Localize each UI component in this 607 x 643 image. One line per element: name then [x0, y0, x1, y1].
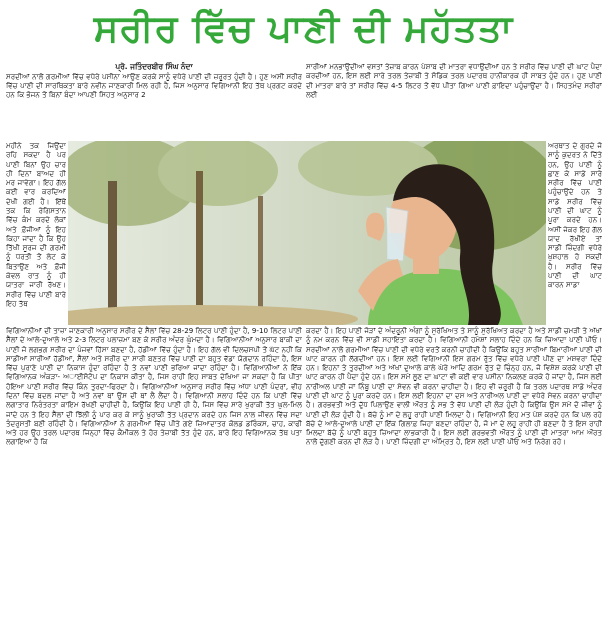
article-column-left-bottom [6, 326, 302, 640]
article-column-left-mid [6, 141, 66, 325]
article-column-right-bottom [306, 326, 602, 640]
article-paragraph: ਮਹੀਨੇ ਤਕ ਜਿਉਂਦਾ ਰਹਿ ਸਕਦਾ ਹੈ ਪਰ ਪਾਣੀ ਬਿਨਾਂ ਉਹ ਚਾਰ ਹੀ ਦਿਨਾਂ ਬਾਅਦ ਹੀ ਮਰ ਜਾਵੇਗਾ। ਇਹ ਗੱਲ ਕਈ ਵਾਰ ਕਰਦਿਆਂ ਦੇਖੀ ਗਈ ਹੈ। ਇੱਥੋਂ ਤਕ ਕਿ ਰੇਗਿਸਤਾਨ ਵਿੱਚ ਕੰਮ ਕਰਦੇ ਲੋਕਾਂ ਅਤੇ ਫ਼ੌਜੀਆਂ ਨੂੰ ਇਹ ਕਿਹਾ ਜਾਂਦਾ ਹੈ ਕਿ ਉਹ ਤਿੱਖੀ ਸੂਰਜ ਦੀ ਗਰਮੀ ਨੂੰ ਧਰਤੀ ਤੋਂ ਲੇਟ ਕੇ ਬਿਤਾਉਣ ਅਤੇ ਫ਼ੌਜੀ ਕੇਵਲ ਰਾਤ ਨੂੰ ਹੀ ਯਾਤਰਾ ਜਾਰੀ ਰੱਖਣ। ਸਰੀਰ ਵਿੱਚ ਪਾਣੀ ਬਾਰੇ ਇਹ ਤੱਥ [6, 141, 66, 308]
photo-illustration [68, 141, 546, 325]
article-paragraph: ਅਰਥਾਤ ਦੇ ਗੁਰਦੇ ਜੋ ਸਾਨੂੰ ਕੁਦਰਤ ਨੇ ਦਿੱਤੇ ਹਨ, ਉਹ ਪਾਣੀ ਨੂੰ ਛਾਣ ਕੇ ਸਾਡੇ ਸਾਰੇ ਸਰੀਰ ਵਿੱਚ ਪਾਣੀ ਪਹੁੰਚਾਉਂਦੇ ਹਨ ਤੇ ਸਾਡੇ ਸਰੀਰ ਵਿੱਚ ਪਾਣੀ ਦੀ ਘਾਟ ਨੂੰ ਪੂਰਾ ਕਰਦੇ ਹਨ। ਅਸੀਂ ਜੇਕਰ ਇਹ ਗੱਲ ਯਾਦ ਰੱਖੀਏ ਤਾਂ ਸਾਡੀ ਜ਼ਿੰਦਗੀ ਵਧੇਰੇ ਖ਼ੁਸ਼ਹਾਲ ਹੋ ਸਕਦੀ ਹੈ। ਸਰੀਰ ਵਿੱਚ ਪਾਣੀ ਦੀ ਘਾਟ ਕਾਰਨ ਸਾਡਾ [548, 141, 602, 290]
article-column-left-top [6, 62, 302, 140]
article-paragraph: ਕਰਦਾ ਹੈ। ਇਹ ਪਾਣੀ ਜੋੜਾਂ ਦੇ ਅੰਦਰੂਨੀ ਅੰਗਾਂ ਨੂੰ ਸੁਰੱਖਿਅਤ ਤੇ ਸਾਨੂੰ ਸੁਰੱਖਿਅਤ ਕਰਦਾ ਹੈ ਅਤੇ ਸਾਡੀ ਚਮੜੀ ਤੇ ਅੱਖਾਂ ਨੂੰ ਨਮ ਕਰਨ ਵਿੱਚ ਵੀ ਸਾਡੀ ਸਹਾਇਤਾ ਕਰਦਾ ਹੈ। ਵਿਗਿਆਨੀ ਹਮੇਸ਼ਾਂ ਸਲਾਹ ਦਿੰਦੇ ਹਨ ਕਿ ਜ਼ਿਆਦਾ ਪਾਣੀ ਪੀਓ। ਸਰਦੀਆਂ ਨਾਲੋਂ ਗਰਮੀਆਂ ਵਿੱਚ ਪਾਣੀ ਦੀ ਵਧੇਰੇ ਵਰਤੋਂ ਕਰਨੀ ਚਾਹੀਦੀ ਹੈ ਕਿਉਂਕਿ ਬਹੁਤ ਸਾਰੀਆਂ ਬਿਮਾਰੀਆਂ ਪਾਣੀ ਦੀ ਘਾਟ ਕਾਰਨ ਹੀ ਲੱਗਦੀਆਂ ਹਨ। ਇਸ ਲਈ ਵਿਗਿਆਨੀ ਇਸ ਗਰਮ ਰੁੱਤ ਵਿੱਚ ਵਧੇਰੇ ਪਾਣੀ ਪੀਣ ਦਾ ਮਸ਼ਵਰਾ ਦਿੰਦੇ ਹਨ। ਇਹਨਾਂ ਤੇ ਤੁਰਦੀਆਂ ਅਤੇ ਅੱਖਾਂ ਦੁਆਲੇ ਕਾਲੇ ਘੇਰੇ ਆਦਿ ਗਰਮ ਰੁੱਤ ਦੇ ਚਿੰਨ੍ਹ ਹਨ, ਜੋ ਵਿਸ਼ੇਸ਼ ਕਰਕੇ ਪਾਣੀ ਦੀ ਘਾਟ ਕਾਰਨ ਹੀ ਪੈਦਾ ਹੁੰਦੇ ਹਨ। ਇਸ ਸਮੇਂ ਲੂਣ ਦਾ ਘਾਟਾ ਵੀ ਕਈ ਵਾਰ ਪਸੀਨਾ ਨਿਕਲਣ ਕਰਕੇ ਹੋ ਜਾਂਦਾ ਹੈ, ਜਿਸ ਲਈ ਨਾਰੀਅਲ ਪਾਣੀ ਜਾਂ ਨਿੰਬੂ ਪਾਣੀ ਦਾ ਸੇਵਨ ਵੀ ਕਰਨਾ ਚਾਹੀਦਾ ਹੈ। ਇਹ ਵੀ ਜ਼ਰੂਰੀ ਹੈ ਕਿ ਤਰਲ ਪਦਾਰਥ ਸਾਡੇ ਅੰਦਰ ਪਾਣੀ ਦੀ ਘਾਟ ਨੂੰ ਪੂਰਾ ਕਰਦੇ ਹਨ। ਇਸ ਲਈ ਇਹਨਾਂ ਦਾ ਦਸ ਅਤੇ ਨਾਰੀਅਲ ਪਾਣੀ ਦਾ ਵਧੇਰੇ ਸੇਵਨ ਕਰਨਾ ਚਾਹੀਦਾ ਹੈ। ਗਰਭਵਤੀ ਅਤੇ ਦੁੱਧ ਪਿਲਾਉਣ ਵਾਲੀ ਔਰਤ ਨੂੰ ਸਭ ਤੋਂ ਵੱਧ ਪਾਣੀ ਦੀ ਲੋੜ ਹੁੰਦੀ ਹੈ ਕਿਉਂਕਿ ਉਸ ਸਮੇਂ ਦੋ ਜੀਵਾਂ ਨੂੰ ਪਾਣੀ ਦੀ ਲੋੜ ਹੁੰਦੀ ਹੈ। ਬੱਚੇ ਨੂੰ ਮਾਂ ਦੇ ਲਹੂ ਰਾਹੀਂ ਪਾਣੀ ਮਿਲਦਾ ਹੈ। ਵਿਗਿਆਨੀ ਇਹ ਮਤ ਪੇਸ਼ ਕਰਦੇ ਹਨ ਕਿ ਪਲ ਰਹੇ ਬੱਚੇ ਦੇ ਆਲੇ-ਦੁਆਲੇ ਪਾਣੀ ਦਾ ਇੱਕ ਗਿਲਾਫ਼ ਜਿਹਾ ਬਣਦਾ ਰਹਿੰਦਾ ਹੈ, ਜੋ ਮਾਂ ਦੇ ਲਹੂ ਰਾਹੀਂ ਹੀ ਬਣਦਾ ਹੈ ਤੇ ਇਸ ਰਾਹੀਂ ਮਿਲਦਾ ਬੱਚੇ ਨੂੰ ਪਾਣੀ ਬਹੁਤ ਜ਼ਿਆਦਾ ਲਾਭਕਾਰੀ ਹੈ। ਇਸ ਲਈ ਗਰਭਵਤੀ ਔਰਤ ਨੂੰ ਪਾਣੀ ਦੀ ਮਾਤਰਾ ਆਮ ਔਰਤ ਨਾਲੋਂ ਦੁੱਗਣੀ ਕਰਨ ਦੀ ਲੋੜ ਹੈ। ਪਾਣੀ ਜ਼ਿੰਦਗੀ ਦਾ ਅੰਮ੍ਰਿਤ ਹੈ, ਇਸ ਲਈ ਪਾਣੀ ਪੀਓ ਅਤੇ ਨਿਰੋਗ ਰਹੋ। [306, 326, 602, 447]
article-column-right-mid [548, 141, 602, 325]
page-title: ਸਰੀਰ ਵਿੱਚ ਪਾਣੀ ਦੀ ਮਹੱਤਤਾ [93, 7, 514, 50]
woman-drinking-water-photo [68, 141, 546, 325]
article-paragraph: ਵਿਗਿਆਨੀਆਂ ਦੀ ਤਾਜ਼ਾ ਜਾਣਕਾਰੀ ਅਨੁਸਾਰ ਸਰੀਰ ਦੇ ਸੈੱਲਾਂ ਵਿੱਚ 28-29 ਲਿਟਰ ਪਾਣੀ ਹੁੰਦਾ ਹੈ, 9-10 ਲਿਟਰ ਪਾਣੀ ਸੈੱਲਾਂ ਦੇ ਆਲੇ-ਦੁਆਲੇ ਅਤੇ 2-3 ਲਿਟਰ ਪਲਾਜ਼ਮਾ ਬਣ ਕੇ ਸਰੀਰ ਅੰਦਰ ਘੁੰਮਦਾ ਹੈ। ਵਿਗਿਆਨੀਆਂ ਅਨੁਸਾਰ ਬਾਕੀ ਦਾ ਪਾਣੀ ਜੋ ਲਗਭਗ ਸਰੀਰ ਦਾ ਪੰਜਵਾਂ ਹਿੱਸਾ ਬਣਦਾ ਹੈ, ਹੱਡੀਆਂ ਵਿੱਚ ਹੁੰਦਾ ਹੈ। ਇਹ ਗੱਲ ਵੀ ਦਿਲਚਸਪੀ ਤੋਂ ਘੱਟ ਨਹੀਂ ਕਿ ਸਾਡੀਆਂ ਸਾਰੀਆਂ ਹੱਡੀਆਂ, ਸੈੱਲਾਂ ਅਤੇ ਸਰੀਰ ਦਾ ਸਾਰੀ ਬਣਤਰ ਵਿੱਚ ਪਾਣੀ ਦਾ ਬਹੁਤ ਵੱਡਾ ਯੋਗਦਾਨ ਰਹਿੰਦਾ ਹੈ, ਇਸ ਵਿੱਚ ਪੁਰਾਣੇ ਪਾਣੀ ਦਾ ਨਿਕਾਸ ਹੁੰਦਾ ਰਹਿੰਦਾ ਹੈ ਤੇ ਨਵਾਂ ਪਾਣੀ ਭਰਿਆ ਜਾਂਦਾ ਰਹਿੰਦਾ ਹੈ। ਵਿਗਿਆਨੀਆਂ ਨੇ ਇੱਕ ਵਿਗਿਆਨਕ ਅੰਕੜਾ- ਅਾਈਸੋਟੋਪ ਦਾ ਨਿਕਾਸ ਕੀਤਾ ਹੈ, ਜਿਸ ਰਾਹੀਂ ਇਹ ਸਾਬਤ ਦੇਖਿਆ ਜਾ ਸਕਦਾ ਹੈ ਕਿ ਪੀਤਾ ਹੋਇਆ ਪਾਣੀ ਸਰੀਰ ਵਿੱਚ ਕਿੰਨ ਤੁਰਦਾ-ਫਿਰਦਾ ਹੈ। ਵਿਗਿਆਨੀਆਂ ਅਨੁਸਾਰ ਸਰੀਰ ਵਿੱਚ ਅੱਧਾ ਪਾਣੀ ਪੰਦਰਾਂ, ਵੀਹ ਦਿਨਾਂ ਵਿੱਚ ਬਦਲ ਜਾਂਦਾ ਹੈ ਅਤੇ ਨਵਾਂ ਥਾਂ ਉਸ ਦੀ ਥਾਂ ਲੈ ਲੈਂਦਾ ਹੈ। ਵਿਗਿਆਨੀ ਸਲਾਹ ਦਿੰਦੇ ਹਨ ਕਿ ਪਾਣੀ ਵਿੱਚ ਲਗਾਤਾਰ ਨਿਰੰਤਰਤਾ ਕਾਇਮ ਰੱਖਣੀ ਚਾਹੀਦੀ ਹੈ, ਕਿਉਂਕਿ ਇਹ ਪਾਣੀ ਹੀ ਹੈ, ਜਿਸ ਵਿੱਚ ਸਾਰੇ ਖੁਰਾਕੀ ਤੱਤ ਘੁਲ-ਮਿਲ ਜਾਂਦੇ ਹਨ ਤੇ ਇਹ ਸੈੱਲਾਂ ਦੀ ਝਿੱਲੀ ਨੂੰ ਪਾਰ ਕਰ ਕੇ ਸਾਨੂੰ ਖੁਰਾਕੀ ਤੱਤ ਪ੍ਰਦਾਨ ਕਰਦੇ ਹਨ ਜਿਸ ਨਾਲ ਜੀਵਨ ਵਿੱਚ ਸਦਾ ਤੰਦਰੁਸਤੀ ਬਣੀ ਰਹਿੰਦੀ ਹੈ। ਵਿਗਿਆਨੀਆਂ ਨੇ ਗਰਮੀਆਂ ਵਿੱਚ ਪੀਤੇ ਗਏ ਜ਼ਿਆਦਾਤਰ ਕੋਲਡ ਡਰਿੰਕਸ, ਚਾਹ, ਕਾਫੀ ਅਤੇ ਹਰ ਉਹ ਤਰਲ ਪਦਾਰਥ ਜਿਨ੍ਹਾਂ ਵਿੱਚ ਕੈਮੀਕਲ ਤੇ ਹੋਰ ਤੇਜ਼ਾਬੀ ਤੱਤ ਹੁੰਦੇ ਹਨ, ਬਾਰੇ ਇਹ ਵਿਗਿਆਨਕ ਤੱਥ ਪਤਾ ਲਗਾਇਆ ਹੈ ਕਿ [6, 326, 302, 447]
author-byline: ਪ੍ਰੋ. ਜਤਿੰਦਰਬੀਰ ਸਿੰਘ ਨੰਦਾ [115, 62, 193, 71]
article-paragraph: ਸਾਰੀਆਂ ਮਨਭਾਉਂਦੀਆਂ ਵਸਤਾਂ ਤੇਜ਼ਾਬ ਕਾਰਨ ਪੇਸ਼ਾਬ ਦੀ ਮਾਤਰਾ ਵਧਾਉਂਦੀਆਂ ਹਨ ਤੇ ਸਰੀਰ ਵਿੱਚ ਪਾਣੀ ਦੀ ਘਾਟ ਪੈਦਾ ਕਰਦੀਆਂ ਹਨ, ਇਸ ਲਈ ਸਾਰੇ ਤਰਲ ਤੇਜ਼ਾਬੀ ਤੇ ਸੋਡਿਕ ਤਰਲ ਪਦਾਰਥ ਹਾਨੀਕਾਰਕ ਹੀ ਸਾਬਤ ਹੁੰਦੇ ਹਨ। ਹੁਣ ਪਾਣੀ ਦੀ ਮਾਤਰਾ ਬਾਰੇ ਤਾਂ ਸਰੀਰ ਵਿੱਚ 4-5 ਲਿਟਰ ਤੋਂ ਵੱਧ ਪੀਤਾ ਗਿਆ ਪਾਣੀ ਫ਼ਾਇਦਾ ਪਹੁੰਚਾਉਂਦਾ ਹੈ। ਸਿਹਤਮੰਦ ਸਰੀਰਾਂ ਲਈ [306, 62, 602, 99]
article-paragraph: ਸਰਦੀਆਂ ਨਾਲੋਂ ਗਰਮੀਆਂ ਵਿੱਚ ਵਧੇਰੇ ਪਸੀਨਾ ਆਉਣ ਕਰਕੇ ਸਾਨੂੰ ਵਧੇਰੇ ਪਾਣੀ ਦੀ ਜ਼ਰੂਰਤ ਹੁੰਦੀ ਹੈ। ਹੁਣ ਅਸੀਂ ਸਰੀਰ ਵਿੱਚ ਪਾਣੀ ਦੀ ਸਾਰਥਿਕਤਾ ਬਾਰੇ ਨਵੀਨ ਜਾਣਕਾਰੀ ਮਿਲ ਰਹੀ ਹੈ, ਜਿਸ ਅਨੁਸਾਰ ਵਿਗਿਆਨੀ ਇਹ ਤੱਥ ਪ੍ਰਗਟ ਕਰਦੇ ਹਨ ਕਿ ਭੋਜਨ ਤੋਂ ਬਿਨਾਂ ਬੰਦਾ ਆਪਣੀ ਸਿਹਤ ਅਨੁਸਾਰ 2 [6, 71, 302, 100]
article-column-right-top [306, 62, 602, 140]
